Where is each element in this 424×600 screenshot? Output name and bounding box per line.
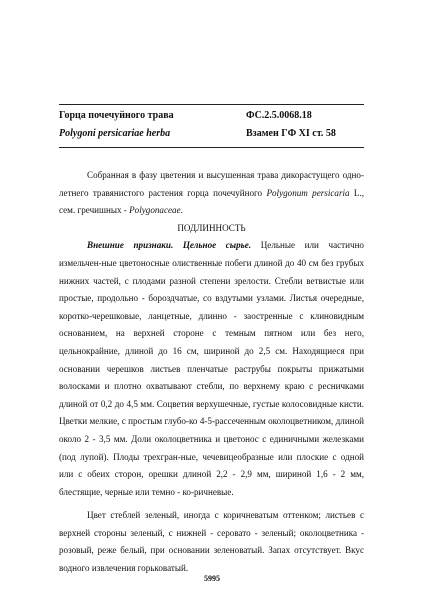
intro-text-1: Собранная в фазу цветения и высушенная трава дикорастущего одно-летнего травянистого растения горца почечуйного [59,170,364,198]
replaces-note: Взамен ГФ XI ст. 58 [246,128,336,139]
intro-text-3: . [180,205,183,216]
header-row-2 [59,125,364,143]
intro-paragraph [59,167,364,220]
section-title: ПОДЛИННОСТЬ [177,222,246,233]
color-paragraph: Цвет стеблей зеленый, иногда с коричневатым оттенком; листьев с верхней стороны зеленый, с нижней - серовато - зеленый; околоцветника - розовый, реже белый, при основании зеленоватый. Запах отсутствует. Вкус водного извлечения горьковатый. [59,510,364,574]
latin-name: Polygoni persicariae herba [59,128,171,139]
article-number: ФС.2.5.0068.18 [246,110,312,121]
intro-text-2: L., сем. гречишных - [59,187,365,216]
article-header [59,107,364,143]
article-body [59,167,364,578]
external-signs-lead: Внешние признаки. Цельное сырье. [87,240,252,251]
external-signs-paragraph [59,237,364,501]
external-signs-text: Цельные или частично измельчен-ные цветоносные олиственные побеги длиной до 40 см без грубых нижних частей, с плодами разной степени зрелости. Стебли ветвистые или простые, продольно - бороздчатые, со вздутыми узлами. Листья очередные, коротко-черешковые, ланцетные, длинно - заостренные с клиновидным основанием, на верхней стороне с темным пятном или без него, цельнокрайние, длиной до 16 см, шириной до 2,5 см. Находящиеся при основании черешков листьев пленчатые раструбы покрыты прижатыми волосками и плотно охватывают стебли, по верхнему краю с ресничками длиной от 0,2 до 4,5 мм. Соцветия верхушечные, густые колосовидные кисти. Цветки мелкие, с простым глубо-ко 4-5-рассеченным околоцветником, длиной около 2 - 3,5 мм. Доли околоцветника и цветонос с единичными железками (под лупой). Плоды трехгран-ные, чечевицеобразные или плоские с одной или с обеих сторон, орешки длиной 2,2 - 2,9 мм, шириной 1,6 - 2 мм, блестящие, черные или темно - ко-ричневые. [59,240,364,497]
header-top-rule [59,104,364,105]
header-row-1 [59,107,364,125]
species-name: Polygonum persicaria [266,187,350,198]
family-name: Polygonaceae [129,205,181,216]
plant-name: Горца почечуйного трава [59,110,174,121]
header-bottom-rule [59,147,364,148]
page-number: 5995 [204,574,220,583]
